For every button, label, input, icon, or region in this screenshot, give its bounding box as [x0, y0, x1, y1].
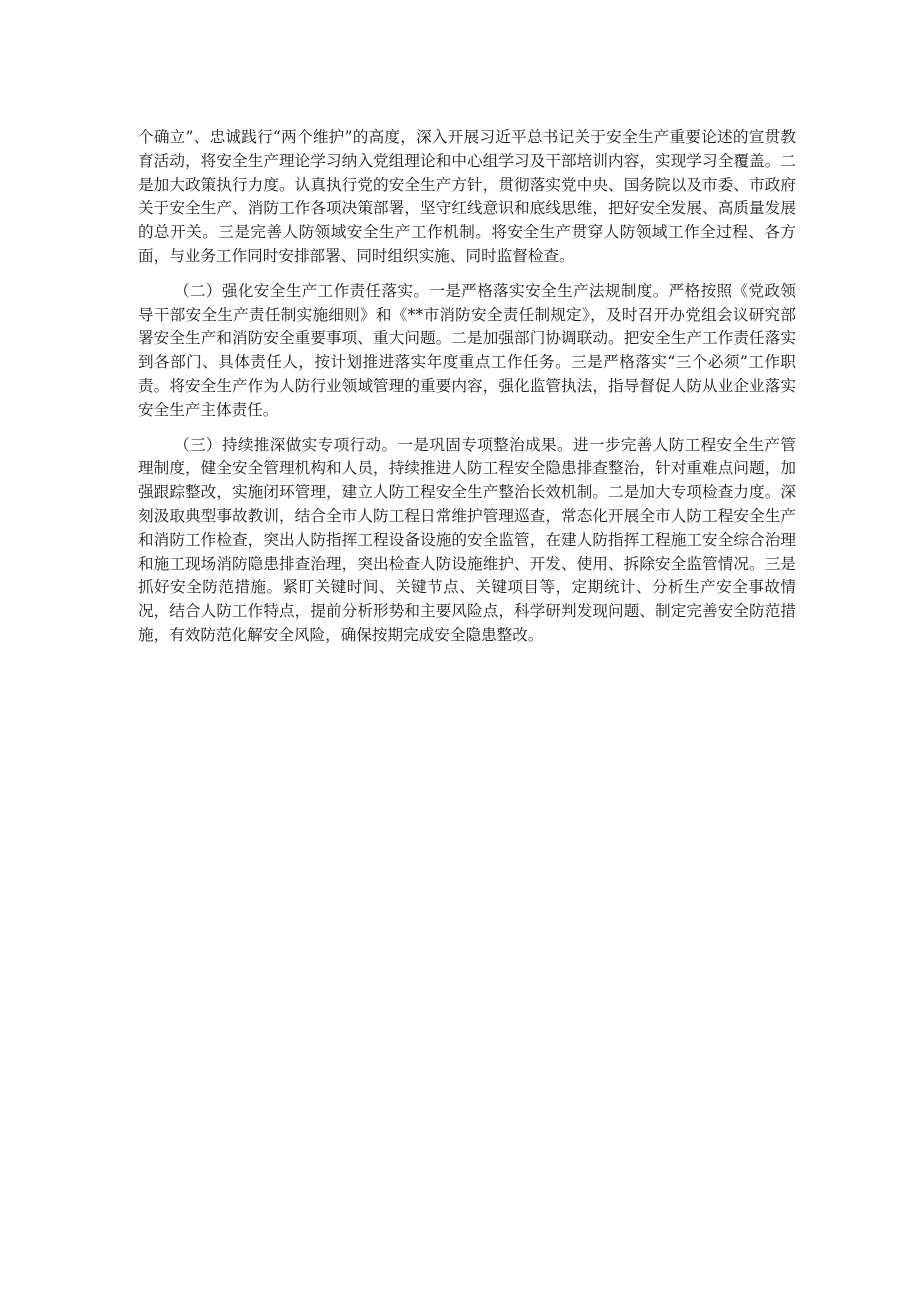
- document-body: [138, 126, 796, 648]
- paragraph-continued: 个确立”、忠诚践行“两个维护”的高度，深入开展习近平总书记关于安全生产重要论述的宣贯教育活动，将安全生产理论学习纳入党组理论和中心组学习及干部培训内容，实现学习全覆盖。二是加大政策执行力度。认真执行党的安全生产方针，贯彻落实党中央、国务院以及市委、市政府关于安全生产、消防工作各项决策部署，坚守红线意识和底线思维，把好安全发展、高质量发展的总开关。三是完善人防领域安全生产工作机制。将安全生产贯穿人防领域工作全过程、各方面，与业务工作同时安排部署、同时组织实施、同时监督检查。: [138, 128, 796, 265]
- paragraph-section-2: （二）强化安全生产工作责任落实。一是严格落实安全生产法规制度。严格按照《党政领导干部安全生产责任制实施细则》和《**市消防安全责任制规定》，及时召开办党组会议研究部署安全生产和消防安全重要事项、重大问题。二是加强部门协调联动。把安全生产工作责任落实到各部门、具体责任人，按计划推进落实年度重点工作任务。三是严格落实“三个必须”工作职责。将安全生产作为人防行业领域管理的重要内容，强化监管执法，指导督促人防从业企业落实安全生产主体责任。: [138, 281, 796, 419]
- paragraph-section-3: （三）持续推深做实专项行动。一是巩固专项整治成果。进一步完善人防工程安全生产管理制度，健全安全管理机构和人员，持续推进人防工程安全隐患排查整治，针对重难点问题，加强跟踪整改，实施闭环管理，建立人防工程安全生产整治长效机制。二是加大专项检查力度。深刻汲取典型事故教训，结合全市人防工程日常维护管理巡查，常态化开展全市人防工程安全生产和消防工作检查，突出人防指挥工程设备设施的安全监管，在建人防指挥工程施工安全综合治理和施工现场消防隐患排查治理，突出检查人防设施维护、开发、使用、拆除安全监管情况。三是抓好安全防范措施。紧盯关键时间、关键节点、关键项目等，定期统计、分析生产安全事故情况，结合人防工作特点，提前分析形势和主要风险点，科学研判发现问题、制定完善安全防范措施，有效防范化解安全风险，确保按期完成安全隐患整改。: [138, 435, 796, 644]
